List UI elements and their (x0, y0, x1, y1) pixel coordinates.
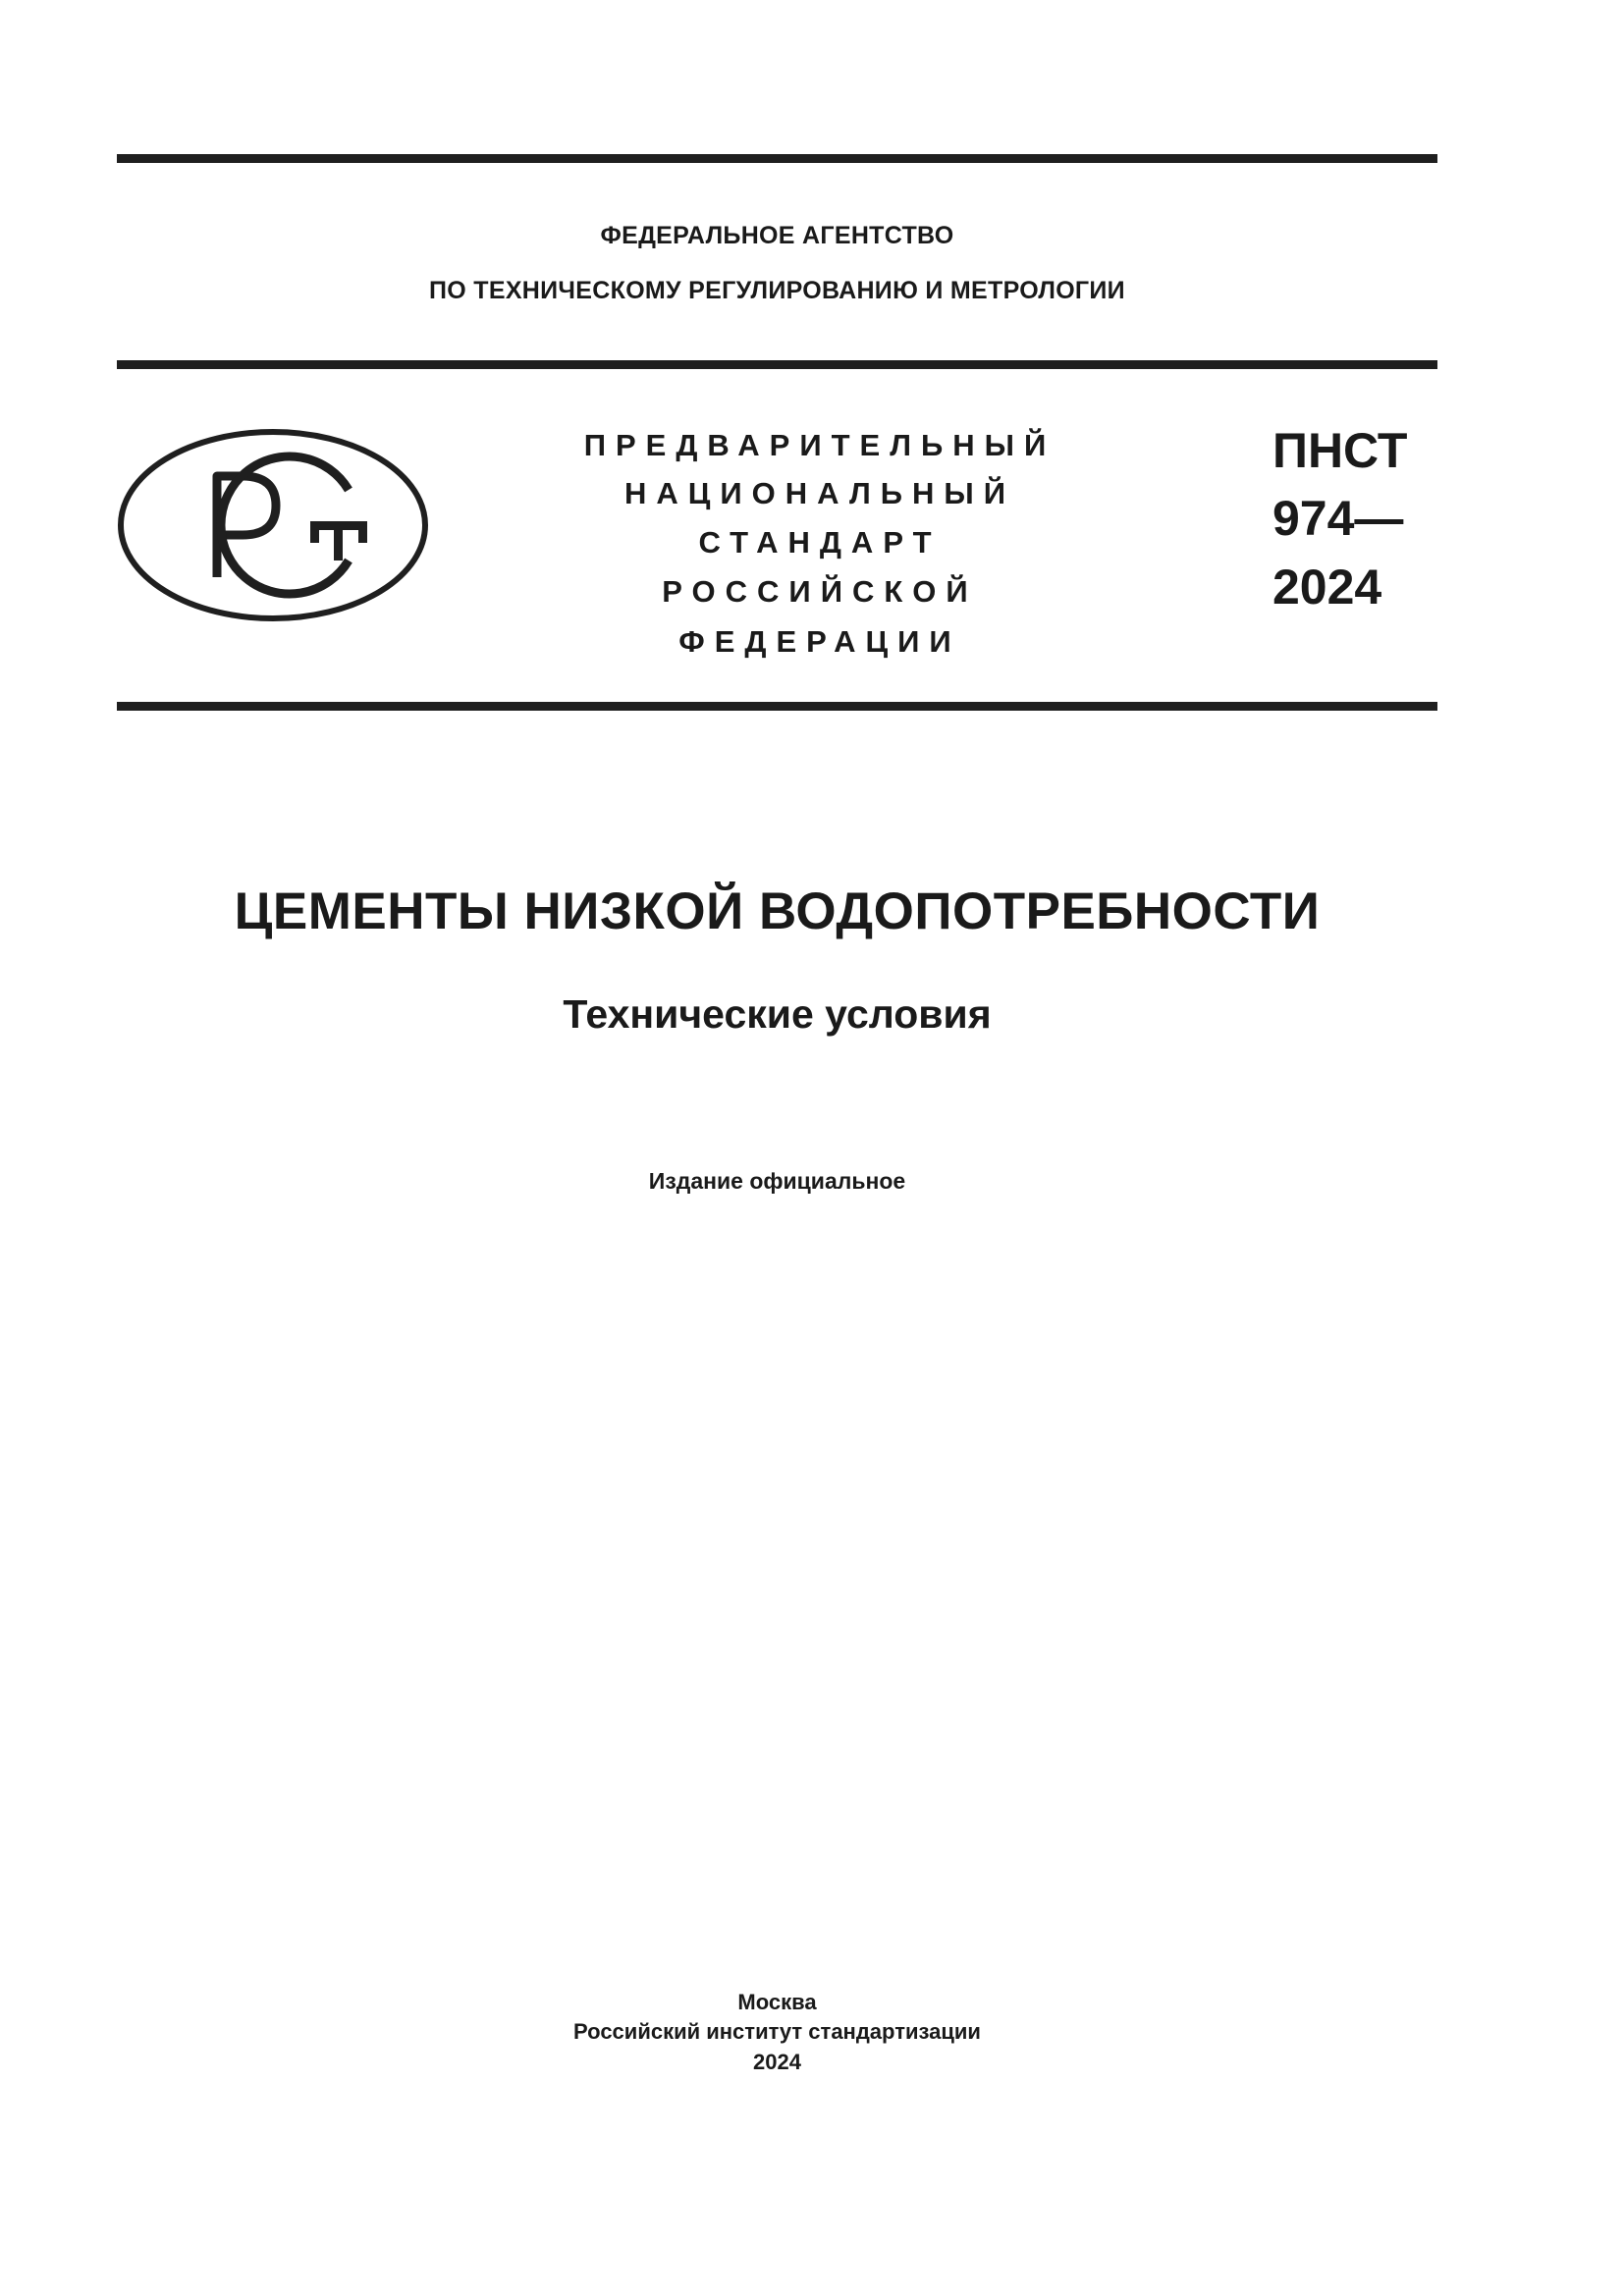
imprint-city: Москва (737, 1990, 817, 2014)
standard-code-year: 2024 (1272, 560, 1382, 614)
document-subtitle: Технические условия (563, 991, 992, 1037)
imprint-year: 2024 (753, 2050, 801, 2074)
standard-type-line: НАЦИОНАЛЬНЫЙ (623, 476, 1016, 510)
standard-code-prefix: ПНСТ (1272, 423, 1408, 478)
imprint-publisher: Российский институт стандартизации (573, 2019, 981, 2044)
top-rule (117, 154, 1437, 163)
document-title: ЦЕМЕНТЫ НИЗКОЙ ВОДОПОТРЕБНОСТИ (234, 882, 1321, 940)
standard-type-line: ПРЕДВАРИТЕЛЬНЫЙ (583, 428, 1056, 462)
edition-note: Издание официальное (648, 1168, 906, 1194)
agency-name-line1: ФЕДЕРАЛЬНОЕ АГЕНТСТВО (600, 222, 954, 249)
standard-code-number: 974— (1272, 491, 1404, 546)
gost-r-logo-icon (117, 427, 429, 623)
standard-type-line: ФЕДЕРАЦИИ (678, 624, 961, 659)
header-bottom-rule (117, 702, 1437, 711)
standard-type-line: РОССИЙСКОЙ (662, 574, 978, 609)
standard-type-line: СТАНДАРТ (698, 525, 942, 560)
header-divider (117, 360, 1437, 369)
agency-name-line2: ПО ТЕХНИЧЕСКОМУ РЕГУЛИРОВАНИЮ И МЕТРОЛОГИИ (429, 277, 1125, 304)
